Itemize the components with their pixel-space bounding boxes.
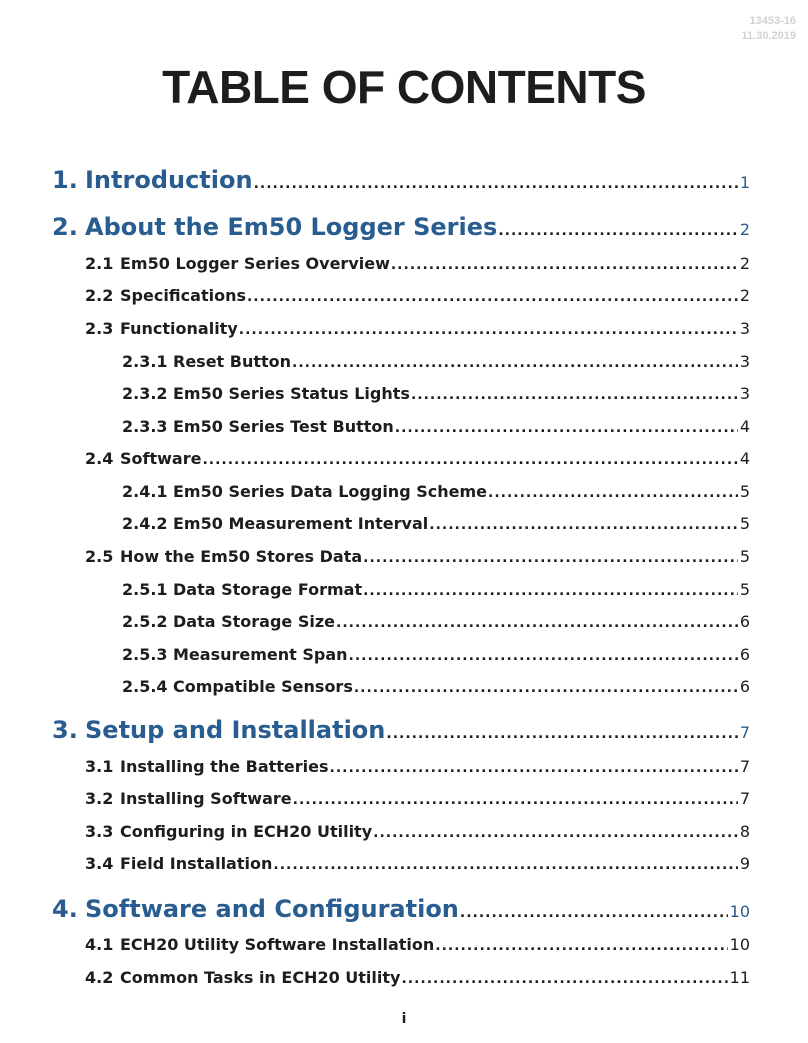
- toc-page: 4: [739, 417, 750, 436]
- toc-entry-section[interactable]: [85, 286, 750, 305]
- toc-entry-section[interactable]: [85, 789, 750, 808]
- toc-entry-chapter[interactable]: [52, 166, 750, 194]
- toc-page: 10: [729, 902, 750, 921]
- toc-leader: [386, 726, 737, 742]
- toc-page: 5: [739, 547, 750, 566]
- toc-entry-section[interactable]: [85, 935, 750, 954]
- toc-entry-section[interactable]: [85, 254, 750, 273]
- toc-number: 2.1: [85, 254, 114, 273]
- toc-leader: [363, 550, 738, 566]
- toc-leader: [460, 905, 728, 921]
- toc-leader: [354, 680, 738, 696]
- toc-title: Specifications: [120, 286, 246, 305]
- toc-number: 2.4: [85, 449, 114, 468]
- toc-number: 3.4: [85, 854, 114, 873]
- toc-number: 4.: [52, 895, 78, 923]
- document-number: 13453-16: [749, 15, 796, 27]
- toc-leader: [429, 517, 738, 533]
- toc-entry-section[interactable]: [85, 757, 750, 776]
- toc-leader: [498, 223, 738, 239]
- toc-number: 3.: [52, 716, 78, 744]
- toc-entry-section[interactable]: [85, 854, 750, 873]
- toc-entry-subsection[interactable]: [122, 645, 750, 664]
- toc-number: 2.5: [85, 547, 114, 566]
- toc-entry-subsection[interactable]: [122, 417, 750, 436]
- toc-page: 2: [739, 220, 750, 239]
- toc-entry-subsection[interactable]: [122, 352, 750, 371]
- toc-title: Functionality: [120, 319, 238, 338]
- toc-title: About the Em50 Logger Series: [85, 213, 498, 241]
- toc-page: 3: [739, 352, 750, 371]
- toc-number: 3.2: [85, 789, 114, 808]
- toc-title: Common Tasks in ECH20 Utility: [120, 968, 401, 987]
- toc-number: 4.1: [85, 935, 114, 954]
- toc-title: Data Storage Format: [173, 580, 363, 599]
- toc-number: 2.3.2: [122, 384, 168, 403]
- toc-page: 10: [729, 935, 750, 954]
- toc-page: 1: [739, 173, 750, 192]
- toc-number: 2.: [52, 213, 78, 241]
- toc-title: Introduction: [85, 166, 253, 194]
- toc-leader: [435, 938, 727, 954]
- toc-page: 7: [739, 789, 750, 808]
- toc-title: Field Installation: [120, 854, 273, 873]
- toc-title: Setup and Installation: [85, 716, 386, 744]
- page-number: i: [401, 1011, 407, 1027]
- toc-number: 3.3: [85, 822, 114, 841]
- toc-leader: [363, 583, 738, 599]
- toc-leader: [391, 257, 738, 273]
- toc-entry-section[interactable]: [85, 547, 750, 566]
- toc-leader: [330, 760, 738, 776]
- toc-leader: [202, 452, 737, 468]
- toc-number: 2.5.1: [122, 580, 168, 599]
- toc-number: 4.2: [85, 968, 114, 987]
- toc-page: 6: [739, 677, 750, 696]
- toc-title: Installing Software: [120, 789, 292, 808]
- toc-leader: [239, 322, 738, 338]
- page-title: TABLE OF CONTENTS: [162, 61, 646, 113]
- toc-page: 7: [739, 757, 750, 776]
- toc-page: 4: [739, 449, 750, 468]
- toc-entry-chapter[interactable]: [52, 213, 750, 241]
- toc-leader: [254, 176, 738, 192]
- toc-entry-subsection[interactable]: [122, 384, 750, 403]
- toc-number: 1.: [52, 166, 78, 194]
- toc-leader: [373, 825, 738, 841]
- toc-number: 2.2: [85, 286, 114, 305]
- toc-entry-chapter[interactable]: [52, 716, 750, 744]
- toc-title: Em50 Series Test Button: [173, 417, 394, 436]
- toc-entry-subsection[interactable]: [122, 514, 750, 533]
- toc-number: 2.5.2: [122, 612, 168, 631]
- toc-leader: [349, 648, 738, 664]
- toc-title: Em50 Series Status Lights: [173, 384, 410, 403]
- toc-leader: [336, 615, 738, 631]
- document-date: 11.30.2019: [741, 30, 796, 42]
- toc-title: Data Storage Size: [173, 612, 335, 631]
- toc-leader: [411, 387, 738, 403]
- toc-number: 2.5.3: [122, 645, 168, 664]
- toc-entry-chapter[interactable]: [52, 895, 750, 923]
- toc-title: Configuring in ECH20 Utility: [120, 822, 373, 841]
- toc-title: How the Em50 Stores Data: [120, 547, 363, 566]
- toc-page: 3: [739, 384, 750, 403]
- toc-title: Software: [120, 449, 202, 468]
- toc-number: 2.3.3: [122, 417, 168, 436]
- toc-number: 2.4.2: [122, 514, 168, 533]
- toc-page: 6: [739, 612, 750, 631]
- toc-page: 9: [739, 854, 750, 873]
- toc-number: 3.1: [85, 757, 114, 776]
- toc-page: 5: [739, 580, 750, 599]
- toc-title: Installing the Batteries: [120, 757, 329, 776]
- toc-leader: [273, 857, 737, 873]
- toc-page: 5: [739, 514, 750, 533]
- toc-page: 6: [739, 645, 750, 664]
- toc-page: 2: [739, 254, 750, 273]
- toc-title: Compatible Sensors: [173, 677, 353, 696]
- toc-number: 2.4.1: [122, 482, 168, 501]
- toc-title: ECH20 Utility Software Installation: [120, 935, 435, 954]
- toc-number: 2.3.1: [122, 352, 168, 371]
- toc-entry-section[interactable]: [85, 822, 750, 841]
- toc-title: Em50 Measurement Interval: [173, 514, 429, 533]
- toc-entry-section[interactable]: [85, 319, 750, 338]
- toc-number: 2.3: [85, 319, 114, 338]
- toc-entry-section[interactable]: [85, 968, 750, 987]
- toc-title: Em50 Logger Series Overview: [120, 254, 390, 273]
- toc-leader: [395, 420, 738, 436]
- toc-entry-subsection[interactable]: [122, 612, 750, 631]
- toc-number: 2.5.4: [122, 677, 168, 696]
- toc-page: 8: [739, 822, 750, 841]
- toc-page: 2: [739, 286, 750, 305]
- toc-title: Reset Button: [173, 352, 292, 371]
- toc-leader: [247, 289, 738, 305]
- toc-entry-subsection[interactable]: [122, 482, 750, 501]
- toc-entry-section[interactable]: [85, 449, 750, 468]
- toc-leader: [488, 485, 738, 501]
- toc-page: 3: [739, 319, 750, 338]
- toc-entry-subsection[interactable]: [122, 677, 750, 696]
- toc-title: Em50 Series Data Logging Scheme: [173, 482, 487, 501]
- toc-leader: [293, 792, 738, 808]
- toc-leader: [401, 971, 727, 987]
- toc-title: Software and Configuration: [85, 895, 459, 923]
- toc-title: Measurement Span: [173, 645, 348, 664]
- toc-entry-subsection[interactable]: [122, 580, 750, 599]
- toc-leader: [292, 355, 738, 371]
- toc-page: 7: [739, 723, 750, 742]
- toc-page: 11: [729, 968, 750, 987]
- toc-page: 5: [739, 482, 750, 501]
